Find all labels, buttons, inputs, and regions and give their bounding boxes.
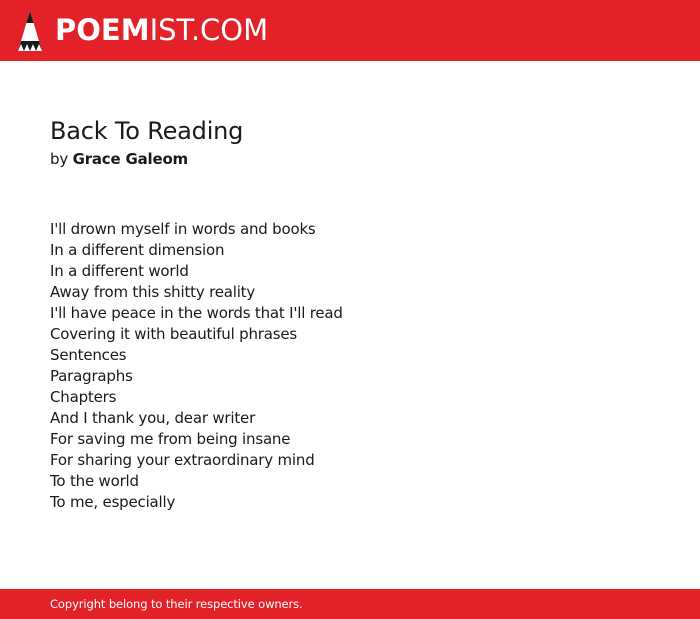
poem-line: Chapters [50,388,117,406]
poem-line: In a different world [50,262,189,280]
logo-light-text: IST.COM [149,13,269,47]
poem-line: To the world [50,472,139,490]
poem-line: Away from this shitty reality [50,283,256,301]
poem-author[interactable]: Grace Galeom [72,150,188,168]
poem-line: I'll drown myself in words and books [50,220,316,238]
poem-line: For saving me from being insane [50,430,291,448]
poem-byline [50,149,650,169]
poem-line: And I thank you, dear writer [50,409,256,427]
poem-title: Back To Reading [50,117,244,145]
poem-line: Paragraphs [50,367,133,385]
poem-line: In a different dimension [50,241,225,259]
poem-line: Covering it with beautiful phrases [50,325,297,343]
by-label: by [50,150,68,168]
copyright-text: Copyright belong to their respective owners. [50,597,303,611]
site-header [0,0,700,61]
poem-line: To me, especially [50,493,176,511]
site-logo-link[interactable] [18,11,268,51]
poem-content [50,116,650,513]
poem-line: For sharing your extraordinary mind [50,451,315,469]
poem-body [50,219,650,513]
poem-line: I'll have peace in the words that I'll read [50,304,343,322]
site-footer [0,589,700,619]
poem-line: Sentences [50,346,127,364]
site-logo-text [55,13,269,47]
pencil-icon [18,11,42,51]
logo-bold-text: POEM [55,13,150,47]
